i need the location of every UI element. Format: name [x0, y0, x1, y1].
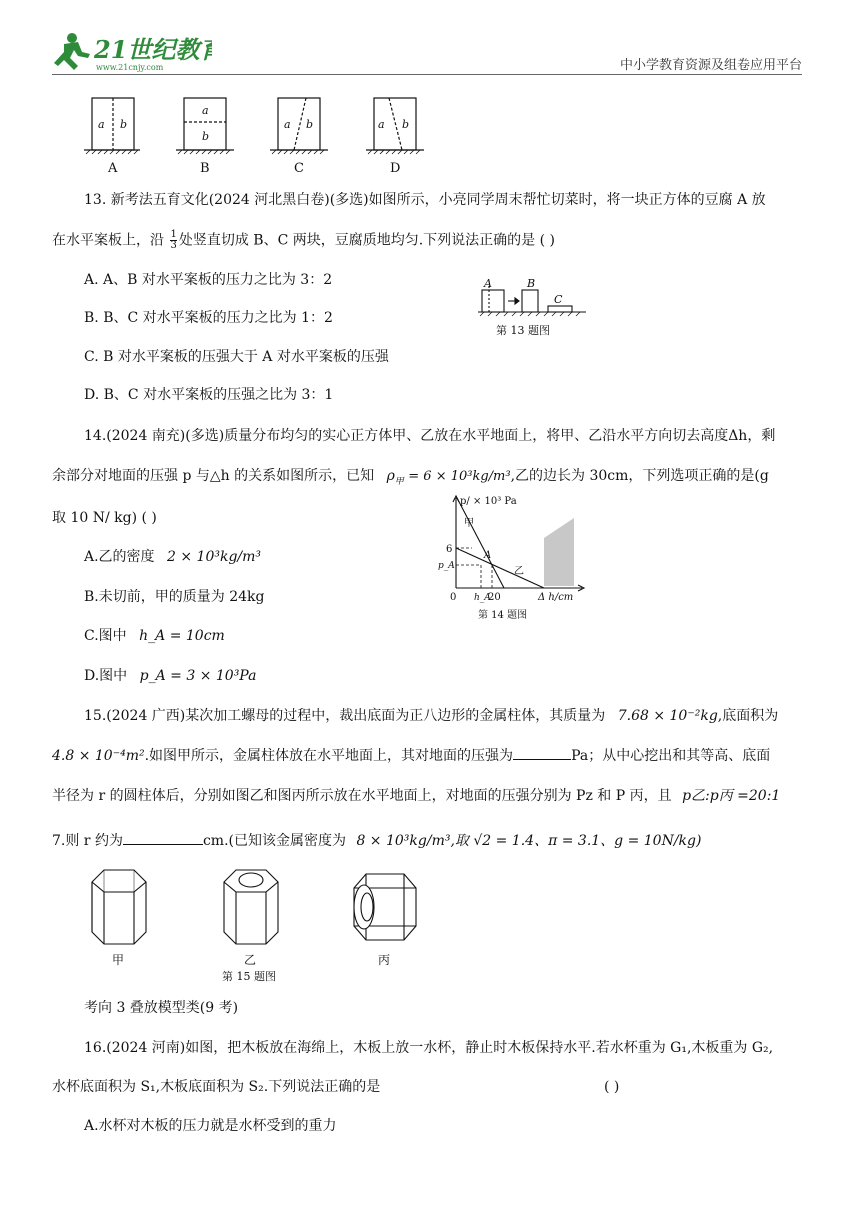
svg-text:b: b — [120, 118, 128, 131]
q15-figure — [84, 864, 454, 990]
q15-stem-line1: 15.(2024 广西)某次加工螺母的过程中，裁出底面为正八边形的金属柱体，其质量为 7.68 × 10⁻²kg,底面积为 — [84, 708, 779, 724]
q13-option-d[interactable]: D. B、C 对水平案板的压强之比为 3：1 — [84, 387, 334, 403]
q14-ylabel: p/ × 10³ Pa — [460, 496, 517, 507]
q14-xlabel: Δ h/cm — [538, 592, 574, 603]
q14-ytick-6: 6 — [446, 544, 453, 555]
q13-option-b[interactable]: B. B、C 对水平案板的压力之比为 1：2 — [84, 310, 333, 326]
figure-label-a: A — [108, 161, 118, 176]
q15-label-yi: 乙 — [244, 953, 257, 967]
svg-text:b: b — [402, 118, 410, 131]
q13-fig-caption: 第 13 题图 — [496, 324, 550, 337]
fraction: $\frac{1}{3}$ — [170, 229, 177, 251]
q14-option-a[interactable]: A.乙的密度 2 × 10³kg/m³ — [84, 549, 262, 565]
q14-xtick-0: 0 — [450, 592, 457, 603]
figure-label-b: B — [200, 161, 210, 176]
q14-chart — [434, 492, 594, 630]
q15-blank-2[interactable] — [123, 830, 203, 845]
q16-stem-line2: 水杯底面积为 S₁,木板底面积为 S₂.下列说法正确的是 — [52, 1079, 381, 1095]
q13-figure — [478, 276, 588, 350]
q16-stem-line1: 16.(2024 河南)如图，把木板放在海绵上，木板上放一水杯，静止时木板保持水平.若水杯重为 G₁,木板重为 G₂, — [84, 1040, 774, 1056]
site-logo — [52, 28, 212, 78]
logo-text: 21世纪教育 — [94, 35, 212, 64]
svg-text:C: C — [554, 293, 563, 306]
q15-label-jia: 甲 — [112, 953, 125, 967]
svg-text:b: b — [306, 118, 314, 131]
figure-label-c: C — [294, 161, 304, 176]
q13-option-a[interactable]: A. A、B 对水平案板的压力之比为 3：2 — [84, 272, 333, 288]
q13-stem-line2: 在水平案板上，沿 $\frac{1}{3}$ 处竖直切成 B、C 两块，豆腐质地均匀.下列说法正确的是 ( ) — [52, 229, 556, 251]
header-divider — [52, 74, 802, 75]
q13-option-c[interactable]: C. B 对水平案板的压强大于 A 对水平案板的压强 — [84, 349, 389, 365]
q15-blank-1[interactable] — [513, 745, 571, 760]
svg-text:B: B — [527, 277, 536, 290]
q14-option-b[interactable]: B.未切前，甲的质量为 24kg — [84, 589, 265, 605]
svg-text:A: A — [484, 277, 492, 290]
q12-figure — [84, 94, 444, 182]
svg-text:a: a — [378, 118, 385, 131]
q15-stem-line2: 4.8 × 10⁻⁴m².如图甲所示，金属柱体放在水平地面上，其对地面的压强为 Pa；从中心挖出和其等高、底面 — [52, 745, 770, 766]
q14-option-d[interactable]: D.图中 p_A = 3 × 10³Pa — [84, 668, 257, 684]
q15-stem-line4: 7.则 r 约为 cm.(已知该金属密度为 8 × 10³kg/m³,取 √2 = 1.4、π = 3.1、g = 10N/kg) — [52, 830, 701, 851]
q15-label-bing: 丙 — [378, 953, 391, 967]
figure-label-d: D — [390, 161, 401, 176]
q16-option-a[interactable]: A.水杯对木板的压力就是水杯受到的重力 — [84, 1118, 337, 1134]
logo-url: www.21cnjy.com — [96, 63, 164, 72]
section-heading: 考向 3 叠放模型类(9 考) — [84, 1000, 239, 1016]
q14-ytick-pa: p_A — [438, 561, 455, 571]
svg-text:a: a — [98, 118, 105, 131]
q15-caption: 第 15 题图 — [222, 970, 276, 983]
q13-stem-line1: 13. 新考法五育文化(2024 河北黑白卷)(多选)如图所示，小亮同学周末帮忙切菜时，将一块正方体的豆腐 A 放 — [84, 192, 766, 208]
platform-name: 中小学教育资源及组卷应用平台 — [619, 58, 802, 73]
svg-text:a: a — [284, 118, 291, 131]
q15-stem-line3: 半径为 r 的圆柱体后，分别如图乙和图丙所示放在水平地面上，对地面的压强分别为 Pz 和 P 丙，且 p乙:p丙 =20:1 — [52, 788, 781, 804]
q14-xtick-20: 20 — [488, 592, 501, 603]
q14-series-jia: 甲 — [464, 518, 474, 529]
q14-caption: 第 14 题图 — [478, 610, 528, 621]
q14-stem-line1: 14.(2024 南充)(多选)质量分布均匀的实心正方体甲、乙放在水平地面上，将甲、乙沿水平方向切去高度Δh，剩 — [84, 428, 776, 444]
q16-answer-bracket: ( ) — [604, 1079, 620, 1095]
svg-text:a: a — [202, 104, 209, 117]
q14-stem-line2: 余部分对地面的压强 p 与△h 的关系如图所示，已知 $\rho_甲 = 6 \times 10^3kg/m^3$,乙的边长为 30cm，下列选项正确的是(g — [52, 468, 769, 487]
q14-xtick-ha: h_A — [474, 593, 491, 603]
q14-option-c[interactable]: C.图中 h_A = 10cm — [84, 628, 225, 644]
q14-stem-line3: 取 10 N/ kg) ( ) — [52, 510, 157, 526]
q14-point-a: A — [484, 550, 492, 561]
svg-text:b: b — [202, 130, 210, 143]
q14-series-yi: 乙 — [514, 566, 524, 577]
